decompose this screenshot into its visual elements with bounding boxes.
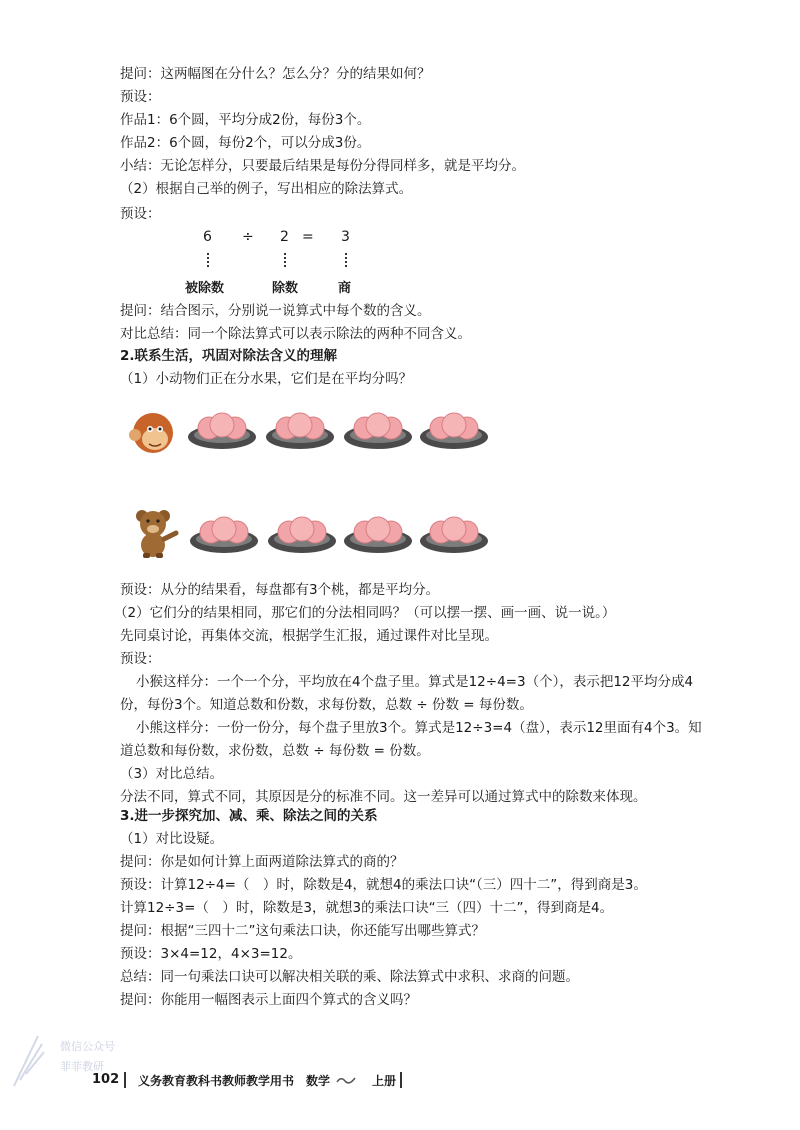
bear-icon [128, 507, 180, 559]
text-line: 预设： [120, 89, 161, 105]
text-line: 先同桌讨论，再集体交流，根据学生汇报，通过课件对比呈现。 [120, 628, 498, 644]
monkey-icon [128, 407, 178, 457]
text-line: 提问：根据“三四十二”这句乘法口诀，你还能写出哪些算式？ [120, 923, 485, 939]
text-line: 小猴这样分：一个一个分，平均放在4个盘子里。算式是12÷4=3（个），表示把12平均分成4 [136, 674, 694, 690]
text-line: 对比总结：同一个除法算式可以表示除法的两种不同含义。 [120, 326, 471, 342]
text-line: 作品2：6个圆，每份2个，可以分成3份。 [120, 135, 371, 151]
plate-with-peaches [266, 509, 338, 555]
text-line: 预设：计算12÷4=（ ）时，除数是4，就想4的乘法口诀“（三）四十二”，得到商是3。 [120, 877, 647, 893]
watermark-line2: 菲菲教研 [60, 1060, 104, 1073]
text-line: 提问：你是如何计算上面两道除法算式的商的？ [120, 854, 404, 870]
division-sign: ÷ [242, 229, 254, 245]
text-line: （2）根据自己举的例子，写出相应的除法算式。 [120, 181, 413, 197]
peach-icon [442, 413, 466, 437]
section-heading: 3.进一步探究加、减、乘、除法之间的关系 [120, 808, 378, 824]
peach-icon [290, 517, 314, 541]
label-divisor: 除数 [272, 281, 299, 296]
book-title: 义务教育教科书教师教学用书 数学 [138, 1074, 331, 1088]
text-line: 道总数和每份数，求份数，总数 ÷ 每份数 = 份数。 [120, 743, 430, 759]
quotient: 3 [341, 229, 350, 245]
text-line: 分法不同，算式不同，其原因是分的标准不同。这一差异可以通过算式中的除数来体现。 [120, 789, 647, 805]
footer-divider [400, 1072, 402, 1088]
text-line: 份，每份3个。知道总数和份数，求每份数，总数 ÷ 份数 = 每份数。 [120, 697, 533, 713]
plate-with-peaches [186, 405, 258, 451]
watermark-line1: 微信公众号 [60, 1040, 115, 1053]
peach-icon [366, 517, 390, 541]
text-line: 预设：从分的结果看，每盘都有3个桃，都是平均分。 [120, 582, 440, 598]
plate-with-peaches [342, 509, 414, 555]
peach-icon [210, 413, 234, 437]
plate-with-peaches [418, 405, 490, 451]
footer-divider [124, 1072, 126, 1088]
dotted-connector [284, 253, 286, 267]
page-footer [0, 1072, 800, 1096]
peach-icon [212, 517, 236, 541]
label-quotient: 商 [338, 281, 352, 296]
text-line: 提问：这两幅图在分什么？怎么分？分的结果如何？ [120, 66, 431, 82]
dividend: 6 [203, 229, 212, 245]
squiggle-mark-icon [336, 1074, 356, 1086]
text-line: 预设：3×4=12，4×3=12。 [120, 946, 302, 962]
text-line: 计算12÷3=（ ）时，除数是3，就想3的乘法口诀“三（四）十二”，得到商是4。 [120, 900, 614, 916]
page-number: 102 [92, 1072, 120, 1087]
dotted-connector [345, 253, 347, 267]
plate-with-peaches [188, 509, 260, 555]
text-line: 小熊这样分：一份一份分，每个盘子里放3个。算式是12÷3=4（盘），表示12里面有4个3。知 [136, 720, 702, 736]
peach-icon [442, 517, 466, 541]
divisor: 2 [280, 229, 289, 245]
text-line: 总结：同一句乘法口诀可以解决相关联的乘、除法算式中求积、求商的问题。 [120, 969, 579, 985]
text-line: 小结：无论怎样分，只要最后结果是每份分得同样多，就是平均分。 [120, 158, 525, 174]
text-line: 提问：结合图示，分别说一说算式中每个数的含义。 [120, 303, 431, 319]
equals-sign: = [302, 229, 314, 245]
peach-icon [288, 413, 312, 437]
text-line: 提问：你能用一幅图表示上面四个算式的含义吗？ [120, 992, 417, 1008]
plate-with-peaches [264, 405, 336, 451]
peach-icon [366, 413, 390, 437]
plate-with-peaches [342, 405, 414, 451]
text-line: （1）小动物们正在分水果，它们是在平均分吗？ [120, 371, 413, 387]
dotted-connector [207, 253, 209, 267]
text-line: （2）它们分的结果相同，那它们的分法相同吗？（可以摆一摆、画一画、说一说。） [114, 605, 616, 621]
text-line: 预设： [120, 206, 161, 222]
text-line: （3）对比总结。 [120, 766, 224, 782]
plate-with-peaches [418, 509, 490, 555]
section-heading: 2.联系生活，巩固对除法含义的理解 [120, 348, 338, 364]
text-line: （1）对比设疑。 [120, 831, 224, 847]
label-dividend: 被除数 [185, 281, 225, 296]
text-line: 预设： [120, 651, 161, 667]
text-line: 作品1：6个圆，平均分成2份，每份3个。 [120, 112, 371, 128]
volume-label: 上册 [372, 1074, 397, 1088]
